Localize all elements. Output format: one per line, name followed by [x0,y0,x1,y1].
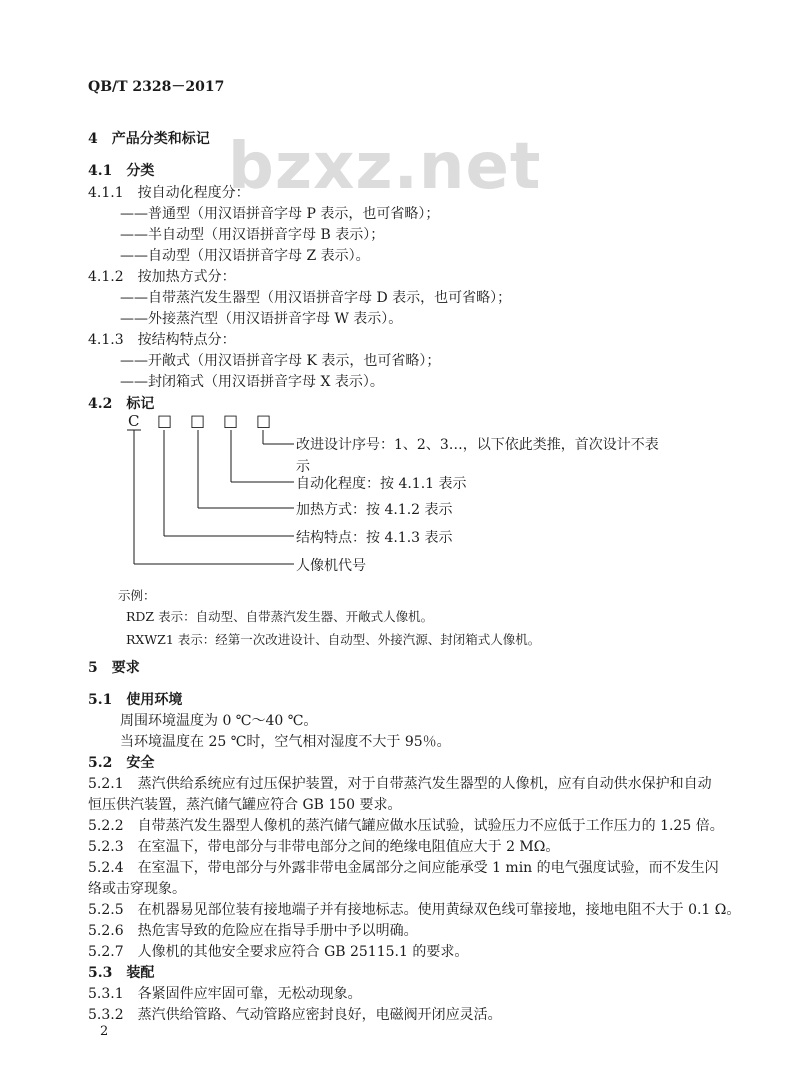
paragraph-line: 络或击穿现象。 [88,881,186,897]
marking-box: □ [223,411,239,430]
paragraph-line: 5.2.3 在室温下，带电部分与非带电部分之间的绝缘电阻值应大于 2 MΩ。 [88,839,560,855]
example-item: RDZ 表示：自动型、自带蒸汽发生器、开敞式人像机。 [126,609,434,624]
marking-code-letter: C [128,412,140,430]
list-item: ——普通型（用汉语拼音字母 P 表示，也可省略）； [120,206,440,222]
section-5-2-heading: 5.2 安全 [88,755,155,771]
section-4-1-2-heading: 4.1.2 按加热方式分： [88,269,236,285]
section-5-heading: 5 要求 [88,660,140,676]
section-4-1-1-heading: 4.1.1 按自动化程度分： [88,185,250,201]
watermark: bzxz.net [228,130,542,204]
marking-label-heating: 加热方式：按 4.1.2 表示 [296,502,453,518]
marking-box: □ [190,411,206,430]
paragraph-line: 5.2.2 自带蒸汽发生器型人像机的蒸汽储气罐应做水压试验，试验压力不应低于工作压力的 1.25 倍。 [88,818,724,834]
list-item: ——封闭箱式（用汉语拼音字母 X 表示）。 [120,374,384,390]
paragraph-line: 5.3.1 各紧固件应牢固可靠，无松动现象。 [88,986,362,1002]
paragraph-line: 5.3.2 蒸汽供给管路、气动管路应密封良好，电磁阀开闭应灵活。 [88,1007,502,1023]
marking-box: □ [256,411,272,430]
section-5-3-heading: 5.3 装配 [88,965,155,981]
list-item: ——半自动型（用汉语拼音字母 B 表示）； [120,227,385,243]
list-item: ——开敞式（用汉语拼音字母 K 表示，也可省略）； [120,353,441,369]
marking-label-automation: 自动化程度：按 4.1.1 表示 [296,476,467,492]
document-id: QB/T 2328－2017 [88,79,225,95]
marking-label-structure: 结构特点：按 4.1.3 表示 [296,530,453,546]
page-number: 2 [100,1024,109,1039]
section-4-2-heading: 4.2 标记 [88,396,155,412]
example-title: 示例： [118,588,156,603]
paragraph-line: 5.2.1 蒸汽供给系统应有过压保护装置，对于自带蒸汽发生器型的人像机，应有自动供水保护和自动 [88,776,712,792]
paragraph-line: 恒压供汽装置，蒸汽储气罐应符合 GB 150 要求。 [88,797,402,813]
marking-label-improvement: 改进设计序号：1、2、3…，以下依此类推，首次设计不表 [296,437,659,453]
list-item: ——外接蒸汽型（用汉语拼音字母 W 表示）。 [120,311,403,327]
paragraph-line: 5.2.5 在机器易见部位装有接地端子并有接地标志。使用黄绿双色线可靠接地，接地电阻不大于 0.1 Ω。 [88,902,741,918]
section-4-1-3-heading: 4.1.3 按结构特点分： [88,332,236,348]
list-item: ——自带蒸汽发生器型（用汉语拼音字母 D 表示，也可省略）； [120,290,512,306]
paragraph-line: 当环境温度在 25 ℃时，空气相对湿度不大于 95％。 [120,734,451,750]
section-4-1-heading: 4.1 分类 [88,163,155,179]
paragraph-line: 5.2.6 热危害导致的危险应在指导手册中予以明确。 [88,923,418,939]
marking-label-code: 人像机代号 [296,558,366,574]
section-5-1-heading: 5.1 使用环境 [88,692,183,708]
list-item: ——自动型（用汉语拼音字母 Z 表示）。 [120,248,370,264]
section-4-heading: 4 产品分类和标记 [88,131,210,147]
paragraph-line: 周围环境温度为 0 ℃～40 ℃。 [120,713,318,729]
marking-label-improvement-cont: 示 [296,459,310,475]
paragraph-line: 5.2.4 在室温下，带电部分与外露非带电金属部分之间应能承受 1 min 的电气强度试验，而不发生闪 [88,860,719,876]
example-item: RXWZ1 表示：经第一次改进设计、自动型、外接汽源、封闭箱式人像机。 [126,632,541,647]
marking-box: □ [157,411,173,430]
paragraph-line: 5.2.7 人像机的其他安全要求应符合 GB 25115.1 的要求。 [88,944,469,960]
